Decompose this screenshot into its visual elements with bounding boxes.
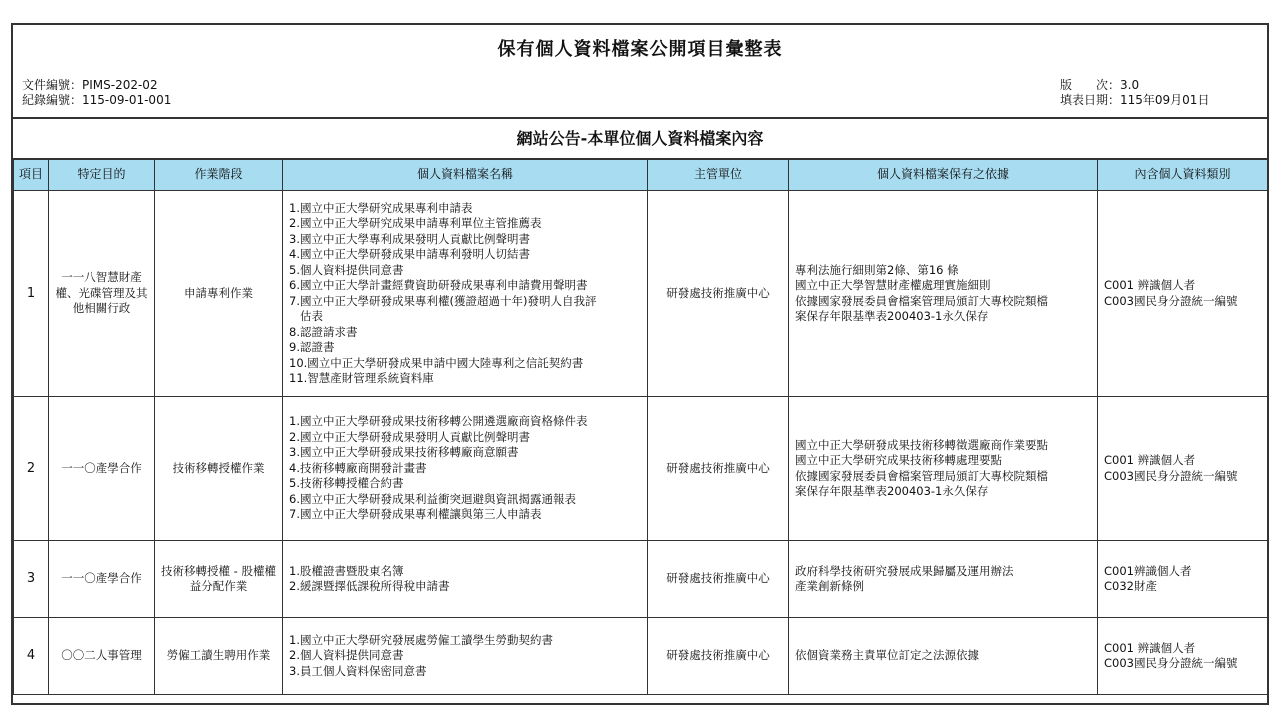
- row-dept: 研發處技術推廣中心: [648, 541, 789, 618]
- row-basis: [789, 541, 1098, 618]
- table-row: [14, 541, 1268, 618]
- files-text: 1.國立中正大學研究成果專利申請表 2.國立中正大學研究成果申請專利單位主管推薦表 3.國立中正大學專利成果發明人貢獻比例聲明書 4.國立中正大學研發成果申請專利發明人切結書 5.個人資料提供同意書 6.國立中正大學計畫經費資助研發成果專利申請費用聲明書 7.國立中正大學研發成果專利權(獲證超過十年)發明人自我評 估表 8.認證請求書 9.認證書 10.國立中正大學研發成果申請中國大陸專利之信託契約書 11.智慧產財管理系統資料庫: [289, 200, 597, 385]
- row-files: [283, 541, 648, 618]
- row-purpose: 一一八智慧財產權、光碟管理及其他相關行政: [49, 191, 155, 397]
- row-basis: [789, 618, 1098, 695]
- files-text: 1.國立中正大學研究發展處勞僱工讀學生勞動契約書 2.個人資料提供同意書 3.員工個人資料保密同意書: [289, 632, 553, 678]
- files-text: 1.國立中正大學研發成果技術移轉公開遴選廠商資格條件表 2.國立中正大學研發成果發明人貢獻比例聲明書 3.國立中正大學研發成果技術移轉廠商意願書 4.技術移轉廠商開發計畫書 5.技術移轉授權合約書 6.國立中正大學研發成果利益衝突迴避與資訊揭露通報表 7.國立中正大學研發成果專利權讓與第三人申請表: [289, 414, 588, 522]
- table-header-row: [14, 160, 1268, 191]
- row-basis: [789, 397, 1098, 541]
- row-files: [283, 397, 648, 541]
- col-header-purpose: 特定目的: [49, 160, 155, 191]
- category-text: C001 辨識個人者 C003國民身分證統一編號: [1104, 278, 1238, 308]
- basis-text: 依個資業務主責單位訂定之法源依據: [795, 648, 979, 663]
- form-title: 保有個人資料檔案公開項目彙整表: [497, 39, 783, 60]
- row-purpose: 〇〇二人事管理: [49, 618, 155, 695]
- form-sheet: [11, 23, 1269, 705]
- col-header-files: 個人資料檔案名稱: [283, 160, 648, 191]
- row-purpose: 一一〇產學合作: [49, 541, 155, 618]
- section-title: 網站公告-本單位個人資料檔案內容: [516, 129, 764, 148]
- row-category: [1098, 191, 1268, 397]
- category-text: C001辨識個人者 C032財產: [1104, 563, 1192, 593]
- row-dept: 研發處技術推廣中心: [648, 618, 789, 695]
- row-number: 1: [14, 191, 49, 397]
- row-category: [1098, 618, 1268, 695]
- divider: [13, 117, 1267, 119]
- col-header-basis: 個人資料檔案保有之依據: [789, 160, 1098, 191]
- col-header-dept: 主管單位: [648, 160, 789, 191]
- row-stage: 勞僱工讀生聘用作業: [155, 618, 283, 695]
- doc-meta-right: [1060, 78, 1209, 108]
- row-number: 4: [14, 618, 49, 695]
- row-dept: 研發處技術推廣中心: [648, 191, 789, 397]
- row-dept: 研發處技術推廣中心: [648, 397, 789, 541]
- row-files: [283, 618, 648, 695]
- row-stage: 申請專利作業: [155, 191, 283, 397]
- basis-text: 政府科學技術研究發展成果歸屬及運用辦法 產業創新條例: [795, 563, 1014, 593]
- row-purpose: 一一〇產學合作: [49, 397, 155, 541]
- basis-text: 專利法施行細則第2條、第16 條 國立中正大學智慧財產權處理實施細則 依據國家發展委員會檔案管理局頒訂大專校院類檔 案保存年限基準表200403-1永久保存: [795, 262, 1048, 323]
- row-category: [1098, 397, 1268, 541]
- table-row: [14, 618, 1268, 695]
- version: 版 次：3.0: [1060, 78, 1140, 92]
- doc-number: 文件編號：PIMS-202-02: [22, 78, 158, 92]
- category-text: C001 辨識個人者 C003國民身分證統一編號: [1104, 453, 1238, 483]
- col-header-no: 項目: [14, 160, 49, 191]
- row-number: 2: [14, 397, 49, 541]
- category-text: C001 辨識個人者 C003國民身分證統一編號: [1104, 640, 1238, 670]
- row-basis: [789, 191, 1098, 397]
- record-number: 紀錄編號：115-09-01-001: [22, 93, 172, 107]
- row-number: 3: [14, 541, 49, 618]
- fill-date: 填表日期：115年09月01日: [1060, 93, 1210, 107]
- row-category: [1098, 541, 1268, 618]
- col-header-category: 內含個人資料類別: [1098, 160, 1268, 191]
- doc-meta-left: [22, 78, 171, 108]
- col-header-stage: 作業階段: [155, 160, 283, 191]
- row-stage: 技術移轉授權 - 股權權益分配作業: [155, 541, 283, 618]
- table-row: [14, 397, 1268, 541]
- records-table: [13, 159, 1268, 695]
- row-stage: 技術移轉授權作業: [155, 397, 283, 541]
- files-text: 1.股權證書暨股東名簿 2.緩課暨擇低課稅所得稅申請書: [289, 563, 450, 593]
- row-files: [283, 191, 648, 397]
- basis-text: 國立中正大學研發成果技術移轉徵選廠商作業要點 國立中正大學研究成果技術移轉處理要點 依據國家發展委員會檔案管理局頒訂大專校院類檔 案保存年限基準表200403-1永久保存: [795, 437, 1048, 498]
- table-row: [14, 191, 1268, 397]
